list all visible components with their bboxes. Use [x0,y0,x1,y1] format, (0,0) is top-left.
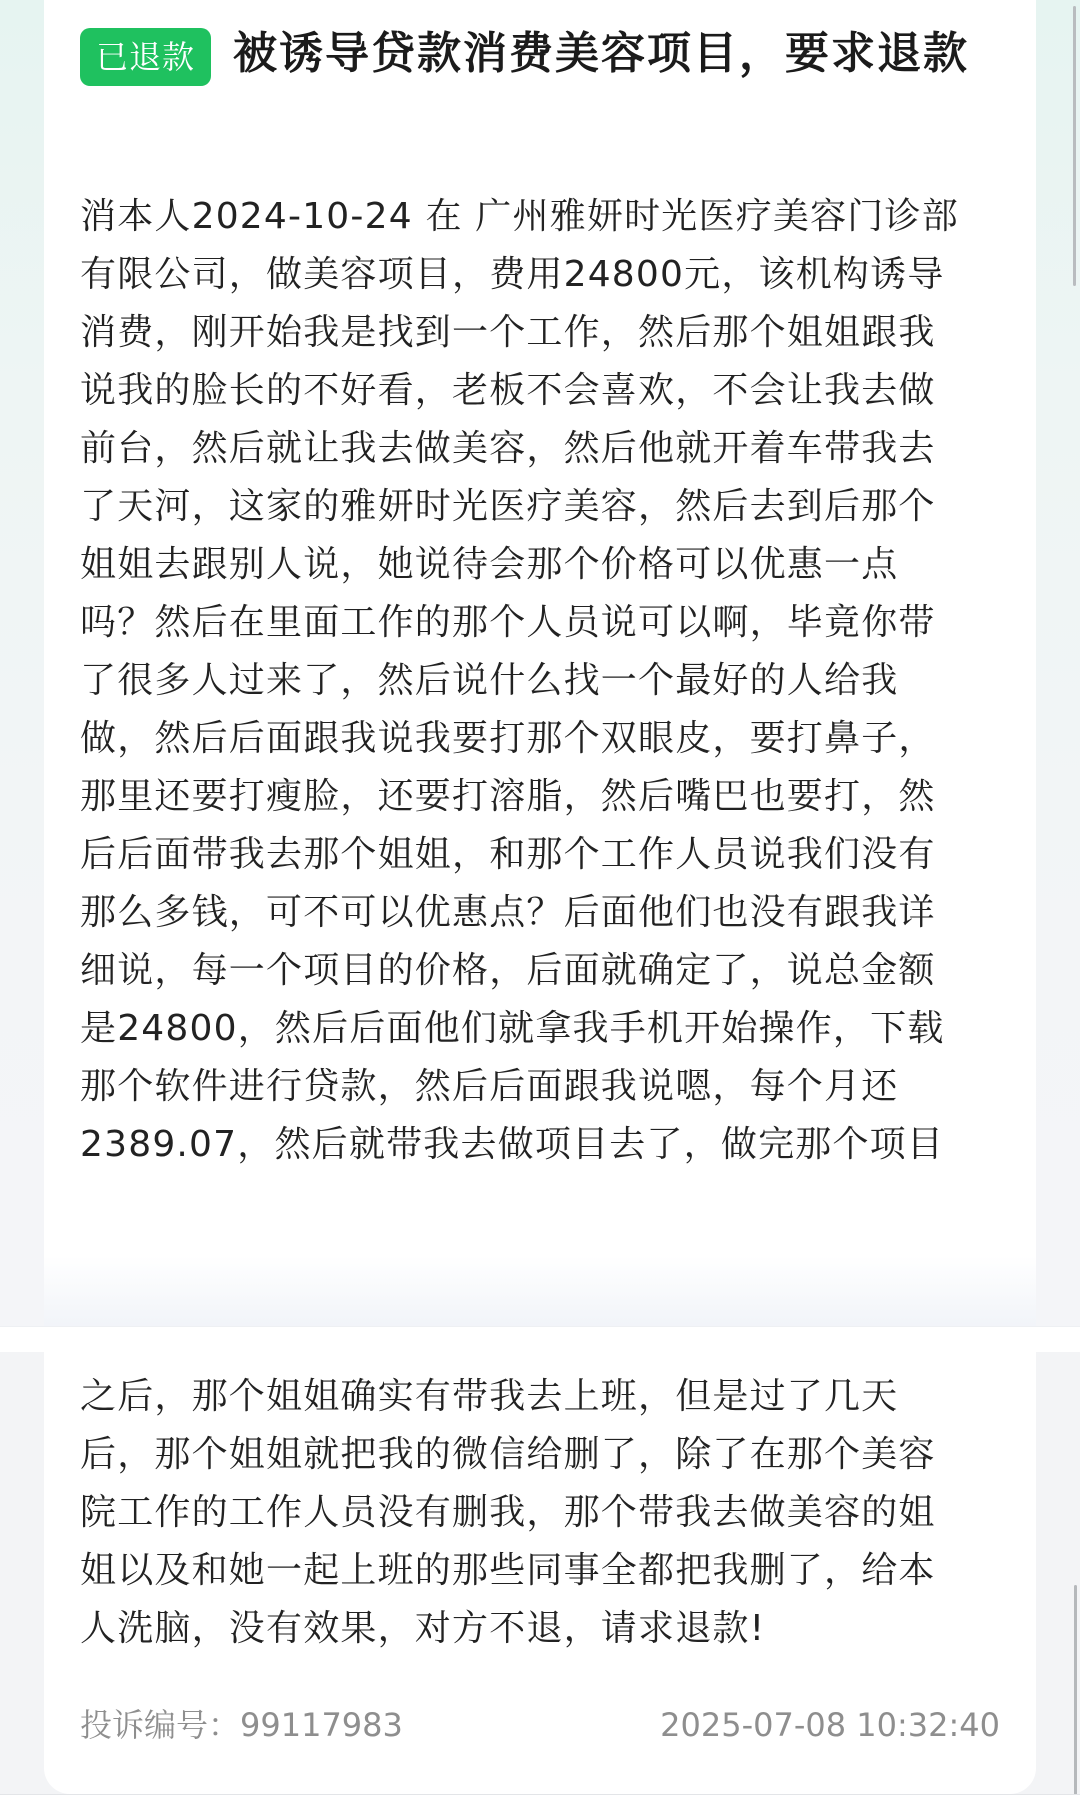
body-line: 姐姐去跟别人说，她说待会那个价格可以优惠一点 [80,544,899,585]
body-line: 吗？然后在里面工作的那个人员说可以啊，毕竟你带 [80,602,936,643]
body-line: 是24800，然后后面他们就拿我手机开始操作，下载 [80,1008,945,1049]
body-line: 那个软件进行贷款，然后后面跟我说嗯，每个月还 [80,1066,899,1107]
complaint-body-top [80,188,1005,1174]
body-line: 消本人2024-10-24 在 广州雅妍时光医疗美容门诊部 [80,196,959,237]
body-line: 做，然后后面跟我说我要打那个双眼皮，要打鼻子， [80,718,936,759]
bottom-edge [0,1794,1080,1800]
scrollbar-thumb-bottom[interactable] [1074,1585,1077,1795]
body-line: 后后面带我去那个姐姐，和那个工作人员说我们没有 [80,834,936,875]
body-line: 消费，刚开始我是找到一个工作，然后那个姐姐跟我 [80,312,936,353]
scrollbar-thumb-top[interactable] [1073,6,1076,286]
body-line: 院工作的工作人员没有删我，那个带我去做美容的姐 [80,1492,936,1533]
body-line: 细说，每一个项目的价格，后面就确定了，说总金额 [80,950,936,991]
complaint-header [80,24,1010,86]
body-line: 了很多人过来了，然后说什么找一个最好的人给我 [80,660,899,701]
body-line: 有限公司，做美容项目，费用24800元，该机构诱导 [80,254,945,295]
complaint-timestamp: 2025-07-08 10:32:40 [660,1706,1000,1744]
body-line: 2389.07，然后就带我去做项目去了，做完那个项目 [80,1124,945,1165]
complaint-body-bottom [80,1368,1005,1658]
crop-divider [0,1326,1080,1353]
body-line: 人洗脑，没有效果，对方不退，请求退款! [80,1608,766,1649]
body-line: 后，那个姐姐就把我的微信给删了，除了在那个美容 [80,1434,936,1475]
body-line: 说我的脸长的不好看，老板不会喜欢，不会让我去做 [80,370,936,411]
body-line: 了天河，这家的雅妍时光医疗美容，然后去到后那个 [80,486,936,527]
body-line: 那么多钱，可不可以优惠点？后面他们也没有跟我详 [80,892,936,933]
complaint-title[interactable]: 被诱导贷款消费美容项目，要求退款 [233,28,970,79]
body-line: 前台，然后就让我去做美容，然后他就开着车带我去 [80,428,936,469]
status-badge: 已退款 [80,28,211,86]
body-line: 之后，那个姐姐确实有带我去上班，但是过了几天 [80,1376,899,1417]
body-line: 那里还要打瘦脸，还要打溶脂，然后嘴巴也要打，然 [80,776,936,817]
complaint-id: 投诉编号：99117983 [80,1706,403,1744]
complaint-footer [80,1703,1000,1747]
body-line: 姐以及和她一起上班的那些同事全都把我删了，给本 [80,1550,936,1591]
